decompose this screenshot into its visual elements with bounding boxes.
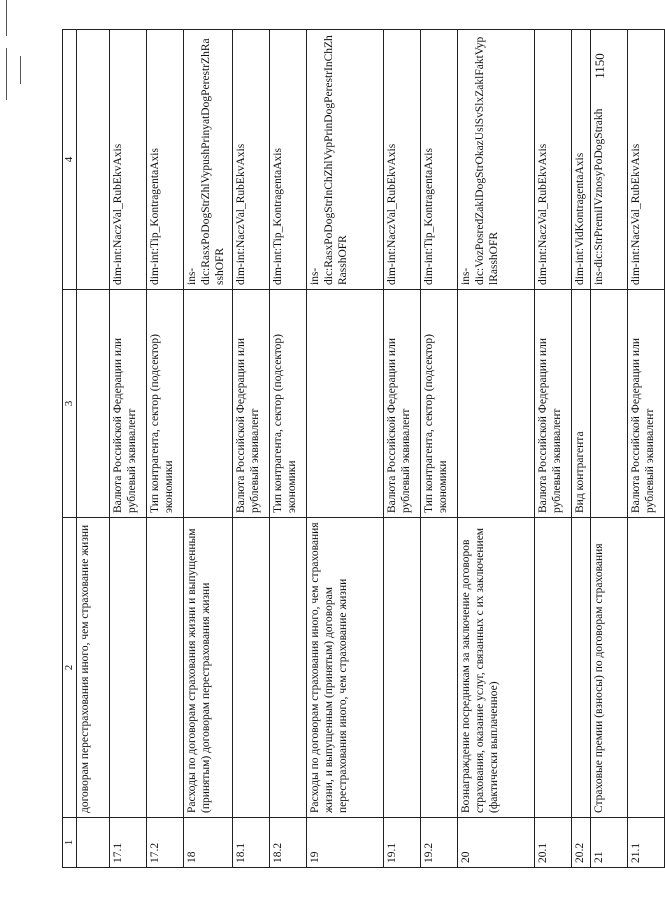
row-description: [421, 518, 458, 818]
table-row: [628, 30, 665, 868]
table-row: [572, 30, 591, 868]
row-code: dim-int:NaczVal_RubEkvAxis: [233, 30, 270, 290]
row-description: [535, 518, 572, 818]
row-description: Вознаграждение посредникам за заключение договоров страхования, оказание услуг, связанных с их заключением (фактически выплаченное): [458, 518, 535, 818]
row-code: dim-int:Tip_KontragentaAxis: [421, 30, 458, 290]
page-number: 1150: [592, 53, 607, 79]
row-code: ins-dic:StrPremiIVznosyPoDogStrakh: [591, 30, 628, 290]
scan-mark: [20, 56, 21, 84]
data-table: [62, 29, 665, 868]
row-number: [77, 818, 110, 868]
row-code: dim-int:NaczVal_RubEkvAxis: [384, 30, 421, 290]
row-number: 19: [307, 818, 384, 868]
row-description: Расходы по договорам страхования иного, чем страхования жизни, и выпущенным (принятым) договорам перестрахования иного, чем страхование жизни: [307, 518, 384, 818]
table-row: [458, 30, 535, 868]
row-axis: Валюта Российской Федерации или рублевый эквивалент: [110, 290, 147, 518]
row-code: [77, 30, 110, 290]
table-row: [421, 30, 458, 868]
row-code: ins-dic:RasxPoDogStrZhlVypushPrinyatDogPerestrZhRasshOFR: [184, 30, 233, 290]
table-row: [591, 30, 628, 868]
row-axis: [77, 290, 110, 518]
column-header: 2: [63, 518, 77, 818]
row-number: 21.1: [628, 818, 665, 868]
row-number: 17.2: [147, 818, 184, 868]
row-axis: Валюта Российской Федерации или рублевый эквивалент: [384, 290, 421, 518]
table-row: [270, 30, 307, 868]
row-axis: [307, 290, 384, 518]
row-code: dim-int:NaczVal_RubEkvAxis: [110, 30, 147, 290]
row-description: [628, 518, 665, 818]
row-number: 20.1: [535, 818, 572, 868]
row-number: 17.1: [110, 818, 147, 868]
header-row: [63, 30, 77, 868]
row-number: 18.1: [233, 818, 270, 868]
scan-mark: [6, 48, 7, 100]
row-description: [270, 518, 307, 818]
row-axis: Валюта Российской Федерации или рублевый эквивалент: [233, 290, 270, 518]
row-code: dim-int:VidKontragentaAxis: [572, 30, 591, 290]
column-header: 4: [63, 30, 77, 290]
row-number: 19.2: [421, 818, 458, 868]
row-code: ins-dic:VozPosredZaklDogStrOkazUslSvSlxZaklFaktVyplRasshOFR: [458, 30, 535, 290]
column-header: 1: [63, 818, 77, 868]
table-row: [110, 30, 147, 868]
row-description: [233, 518, 270, 818]
row-description: [147, 518, 184, 818]
table-row: [535, 30, 572, 868]
row-axis: Валюта Российской Федерации или рублевый эквивалент: [535, 290, 572, 518]
row-axis: [184, 290, 233, 518]
row-number: 18.2: [270, 818, 307, 868]
row-number: 19.1: [384, 818, 421, 868]
row-description: Страховые премии (взносы) по договорам страхования: [591, 518, 628, 818]
row-axis: Тип контрагента, сектор (подсектор) экономики: [147, 290, 184, 518]
row-number: 18: [184, 818, 233, 868]
row-code: ins-dic:RasxPoDogStrInChZhlVypPrinDogPerestrInChZhRasshOFR: [307, 30, 384, 290]
row-axis: Вид контрагента: [572, 290, 591, 518]
row-description: Расходы по договорам страхования жизни и выпущенным (принятым) договорам перестрахования жизни: [184, 518, 233, 818]
row-description: договорам перестрахования иного, чем страхование жизни: [77, 518, 110, 818]
row-axis: [458, 290, 535, 518]
table-row: [233, 30, 270, 868]
row-axis: [591, 290, 628, 518]
row-number: 20: [458, 818, 535, 868]
row-number: 21: [591, 818, 628, 868]
row-axis: Тип контрагента, сектор (подсектор) экономики: [421, 290, 458, 518]
scan-mark: [6, 0, 7, 36]
table-row: [147, 30, 184, 868]
row-description: [384, 518, 421, 818]
row-code: dim-int:Tip_KontragentaAxis: [270, 30, 307, 290]
row-number: 20.2: [572, 818, 591, 868]
row-axis: Валюта Российской Федерации или рублевый эквивалент: [628, 290, 665, 518]
table-row: [307, 30, 384, 868]
table-row: [384, 30, 421, 868]
row-code: dim-int:NaczVal_RubEkvAxis: [535, 30, 572, 290]
row-code: dim-int:Tip_KontragentaAxis: [147, 30, 184, 290]
row-code: dim-int:NaczVal_RubEkvAxis: [628, 30, 665, 290]
table-row: [184, 30, 233, 868]
table-body: [77, 30, 665, 868]
table-row: [77, 30, 110, 868]
column-header: 3: [63, 290, 77, 518]
row-description: [110, 518, 147, 818]
row-description: [572, 518, 591, 818]
row-axis: Тип контрагента, сектор (подсектор) экономики: [270, 290, 307, 518]
